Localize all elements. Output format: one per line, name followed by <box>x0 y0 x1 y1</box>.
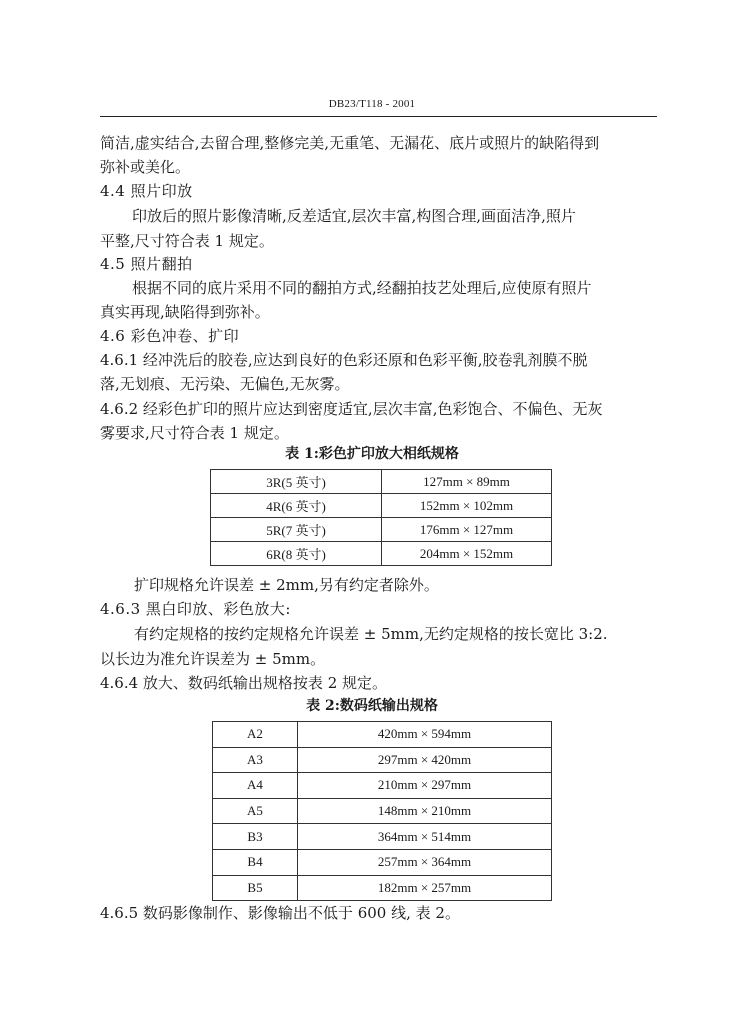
table-cell-size: 4R(6 英寸) <box>211 494 382 518</box>
table-cell-dims: 297mm × 420mm <box>298 747 552 773</box>
table-cell-dims: 364mm × 514mm <box>298 824 552 850</box>
table-cell-size: A4 <box>213 773 298 799</box>
table-cell-size: B3 <box>213 824 298 850</box>
section-heading-4-5: 4.5 照片翻拍 <box>100 255 193 273</box>
table-2-digital-paper-sizes <box>212 721 552 901</box>
table-cell-size: 6R(8 英寸) <box>211 542 382 566</box>
table-cell-size: B4 <box>213 849 298 875</box>
table-cell-size: A2 <box>213 722 298 748</box>
table-cell-dims: 176mm × 127mm <box>382 518 552 542</box>
paragraph-line: 4.6.1 经冲洗后的胶卷,应达到良好的色彩还原和色彩平衡,胶卷乳剂膜不脱 <box>100 351 588 369</box>
table-cell-size: B5 <box>213 875 298 901</box>
header-rule <box>100 116 657 117</box>
table-cell-dims: 127mm × 89mm <box>382 470 552 494</box>
paragraph-line: 4.6.2 经彩色扩印的照片应达到密度适宜,层次丰富,色彩饱合、不偏色、无灰 <box>100 400 603 418</box>
paragraph-line: 根据不同的底片采用不同的翻拍方式,经翻拍技艺处理后,应使原有照片 <box>132 279 592 297</box>
section-heading-4-4: 4.4 照片印放 <box>100 182 193 200</box>
table-cell-size: A5 <box>213 798 298 824</box>
table-1-note: 扩印规格允许误差 ± 2mm,另有约定者除外。 <box>134 576 439 594</box>
table-row <box>213 849 552 875</box>
table-row <box>211 494 552 518</box>
table-row <box>211 470 552 494</box>
table-cell-dims: 148mm × 210mm <box>298 798 552 824</box>
paragraph-line: 以长边为准允许误差为 ± 5mm。 <box>100 650 326 668</box>
table-1-photo-paper-sizes <box>210 469 552 566</box>
table-cell-dims: 257mm × 364mm <box>298 849 552 875</box>
table-cell-size: 3R(5 英寸) <box>211 470 382 494</box>
table-row <box>213 824 552 850</box>
table-row <box>213 773 552 799</box>
paragraph-line: 落,无划痕、无污染、无偏色,无灰雾。 <box>100 375 350 393</box>
table-cell-dims: 420mm × 594mm <box>298 722 552 748</box>
table-cell-size: 5R(7 英寸) <box>211 518 382 542</box>
table-row <box>213 798 552 824</box>
table-row <box>213 722 552 748</box>
table-cell-dims: 152mm × 102mm <box>382 494 552 518</box>
paragraph-line: 简洁,虚实结合,去留合理,整修完美,无重笔、无漏花、底片或照片的缺陷得到 <box>100 134 600 152</box>
section-4-6-5: 4.6.5 数码影像制作、影像输出不低于 600 线, 表 2。 <box>100 904 460 922</box>
section-heading-4-6-3: 4.6.3 黑白印放、彩色放大: <box>100 600 291 618</box>
table-1-caption: 表 1:彩色扩印放大相纸规格 <box>285 446 459 462</box>
paragraph-line: 平整,尺寸符合表 1 规定。 <box>100 232 274 250</box>
table-row <box>213 747 552 773</box>
paragraph-line: 弥补或美化。 <box>100 158 191 176</box>
table-row <box>211 542 552 566</box>
section-heading-4-6: 4.6 彩色冲卷、扩印 <box>100 327 240 345</box>
table-row <box>211 518 552 542</box>
table-cell-dims: 210mm × 297mm <box>298 773 552 799</box>
table-cell-size: A3 <box>213 747 298 773</box>
paragraph-line: 真实再现,缺陷得到弥补。 <box>100 303 270 321</box>
table-2-caption: 表 2:数码纸输出规格 <box>306 698 438 714</box>
table-cell-dims: 182mm × 257mm <box>298 875 552 901</box>
paragraph-line: 雾要求,尺寸符合表 1 规定。 <box>100 424 289 442</box>
section-heading-4-6-4: 4.6.4 放大、数码纸输出规格按表 2 规定。 <box>100 674 388 692</box>
paragraph-line: 印放后的照片影像清晰,反差适宜,层次丰富,构图合理,画面洁净,照片 <box>132 207 576 225</box>
table-cell-dims: 204mm × 152mm <box>382 542 552 566</box>
table-row <box>213 875 552 901</box>
paragraph-line: 有约定规格的按约定规格允许误差 ± 5mm,无约定规格的按长宽比 3:2. <box>134 625 608 643</box>
document-code-header: DB23/T118 - 2001 <box>328 98 416 110</box>
